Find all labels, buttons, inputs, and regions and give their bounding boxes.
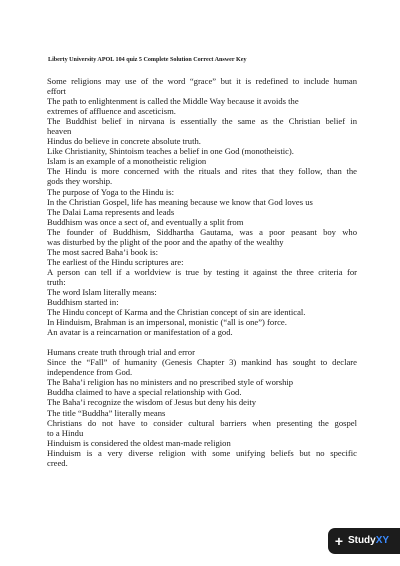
document-title: Liberty University APOL 104 quiz 5 Complete Solution Correct Answer Key [48,57,247,63]
text-line: The Hindu is more concerned with the rituals and rites that they follow, than the [47,166,357,177]
document-body [47,76,357,468]
text-line: The Dalai Lama represents and leads [47,206,175,217]
text-line: The Baha’i recognize the wisdom of Jesus but deny his deity [47,397,257,408]
text-line: extremes of affluence and asceticism. [47,106,176,117]
text-line: In Hinduism, Brahman is an impersonal, monistic (“all is one”) force. [47,317,287,328]
text-line: In the Christian Gospel, life has meaning because we know that God loves us [47,196,313,207]
brand-name-study: Study [347,535,376,546]
text-line: The Hindu concept of Karma and the Christian concept of sin are identical. [47,307,306,318]
text-line: The purpose of Yoga to the Hindu is: [47,186,174,197]
brand-name-xy: XY [375,535,390,546]
text-line: Hinduism is a very diverse religion with some unifying beliefs but no specific [47,447,357,458]
text-line: Islam is an example of a monotheistic religion [47,156,207,167]
text-line: Christians do not have to consider cultural barriers when presenting the gospel [47,417,357,428]
text-line: The Baha’i religion has no ministers and no prescribed style of worship [47,377,294,388]
text-line: Buddhism was once a sect of, and eventually a split from [47,216,244,227]
text-line: heaven [47,126,72,137]
text-line: Hinduism is considered the oldest man-made religion [47,437,231,448]
text-line: was disturbed by the plight of the poor and the apathy of the wealthy [47,236,284,247]
text-line: Since the “Fall” of humanity (Genesis Chapter 3) mankind has sought to declare [47,357,357,368]
text-line: truth: [47,276,66,287]
text-line: The most sacred Baha’i book is: [47,246,158,257]
text-line: Some religions may use of the word “grace” but it is redefined to include human [47,76,357,86]
text-line: The earliest of the Hindu scriptures are: [47,256,184,267]
text-line: The word Islam literally means: [47,286,157,297]
text-line: Humans create truth through trial and error [47,347,195,358]
studyxy-badge[interactable] [328,528,400,554]
text-line: independence from God. [47,367,133,378]
text-line: to a Hindu [47,427,84,438]
text-line: Like Christianity, Shintoism teaches a belief in one God (monotheistic). [47,146,294,157]
text-line: Buddha claimed to have a special relationship with God. [47,387,242,398]
brand-logo-text [348,535,389,547]
text-line: effort [47,86,66,97]
paragraph-gap [47,337,357,347]
text-line: creed. [47,457,68,468]
text-line: An avatar is a reincarnation or manifestation of a god. [47,327,233,338]
text-line: The Buddhist belief in nirvana is essentially the same as the Christian belief in [47,116,357,127]
text-line: A person can tell if a worldview is true by testing it against the three criteria for [47,266,357,277]
text-line: The title “Buddha” literally means [47,407,166,418]
plus-icon: + [334,533,344,549]
text-line: The path to enlightenment is called the Middle Way because it avoids the [47,96,299,107]
text-line: The founder of Buddhism, Siddhartha Gautama, was a poor peasant boy who [47,226,357,237]
text-line: Hindus do believe in concrete absolute truth. [47,136,201,147]
text-line: Buddhism started in: [47,297,119,308]
text-line: gods they worship. [47,176,113,187]
